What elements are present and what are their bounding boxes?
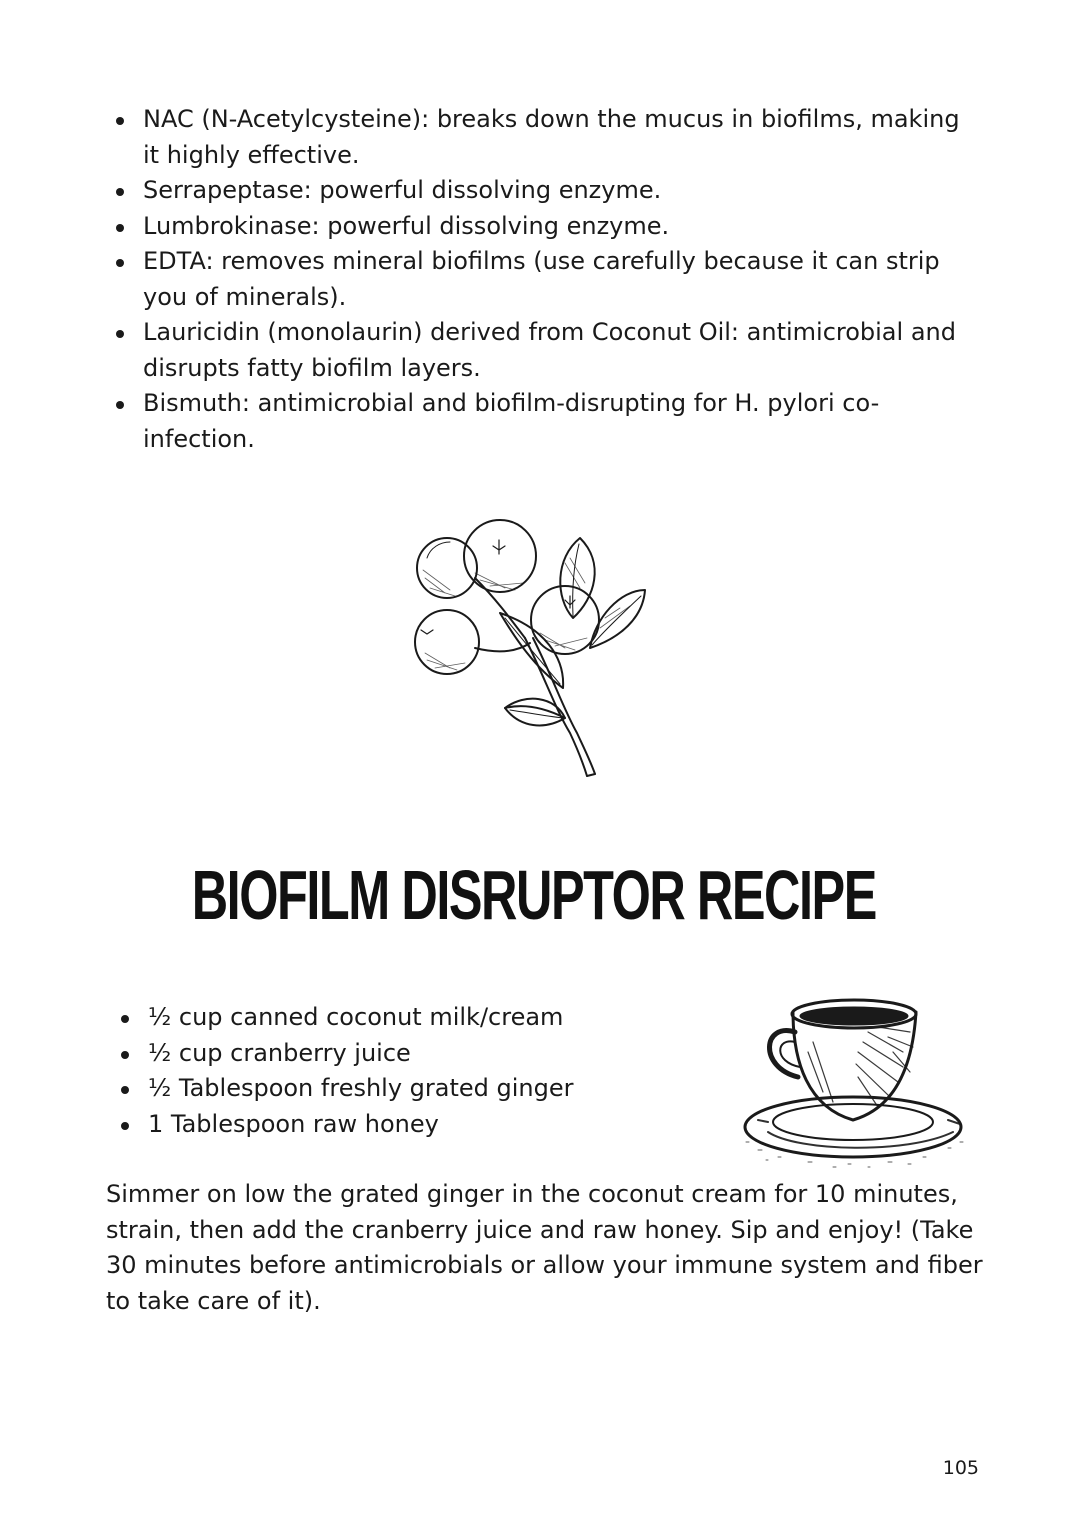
ingredient-list <box>115 1000 675 1142</box>
ingredient-item: 1 Tablespoon raw honey <box>115 1107 675 1143</box>
recipe-title: BIOFILM DISRUPTOR RECIPE <box>191 856 876 934</box>
supplement-list <box>110 102 960 457</box>
list-item: Lauricidin (monolaurin) derived from Coconut Oil: antimicrobial and disrupts fatty biofilm layers. <box>110 315 960 386</box>
list-item: NAC (N-Acetylcysteine): breaks down the mucus in biofilms, making it highly effective. <box>110 102 960 173</box>
ingredient-item: ½ cup cranberry juice <box>115 1036 675 1072</box>
list-item: EDTA: removes mineral biofilms (use carefully because it can strip you of minerals). <box>110 244 960 315</box>
teacup-illustration <box>738 992 970 1170</box>
recipe-instructions: Simmer on low the grated ginger in the coconut cream for 10 minutes, strain, then add the cranberry juice and raw honey. Sip and enjoy! (Take 30 minutes before antimicrobials or allow your immune system and fiber to take care of it). <box>106 1180 983 1315</box>
ingredient-item: ½ cup canned coconut milk/cream <box>115 1000 675 1036</box>
ingredient-item: ½ Tablespoon freshly grated ginger <box>115 1071 675 1107</box>
list-item: Bismuth: antimicrobial and biofilm-disrupting for H. pylori co-infection. <box>110 386 960 457</box>
berry-branch-illustration <box>405 518 660 780</box>
page-number: 105 <box>942 1457 979 1479</box>
list-item: Serrapeptase: powerful dissolving enzyme. <box>110 173 960 209</box>
list-item: Lumbrokinase: powerful dissolving enzyme. <box>110 209 960 245</box>
